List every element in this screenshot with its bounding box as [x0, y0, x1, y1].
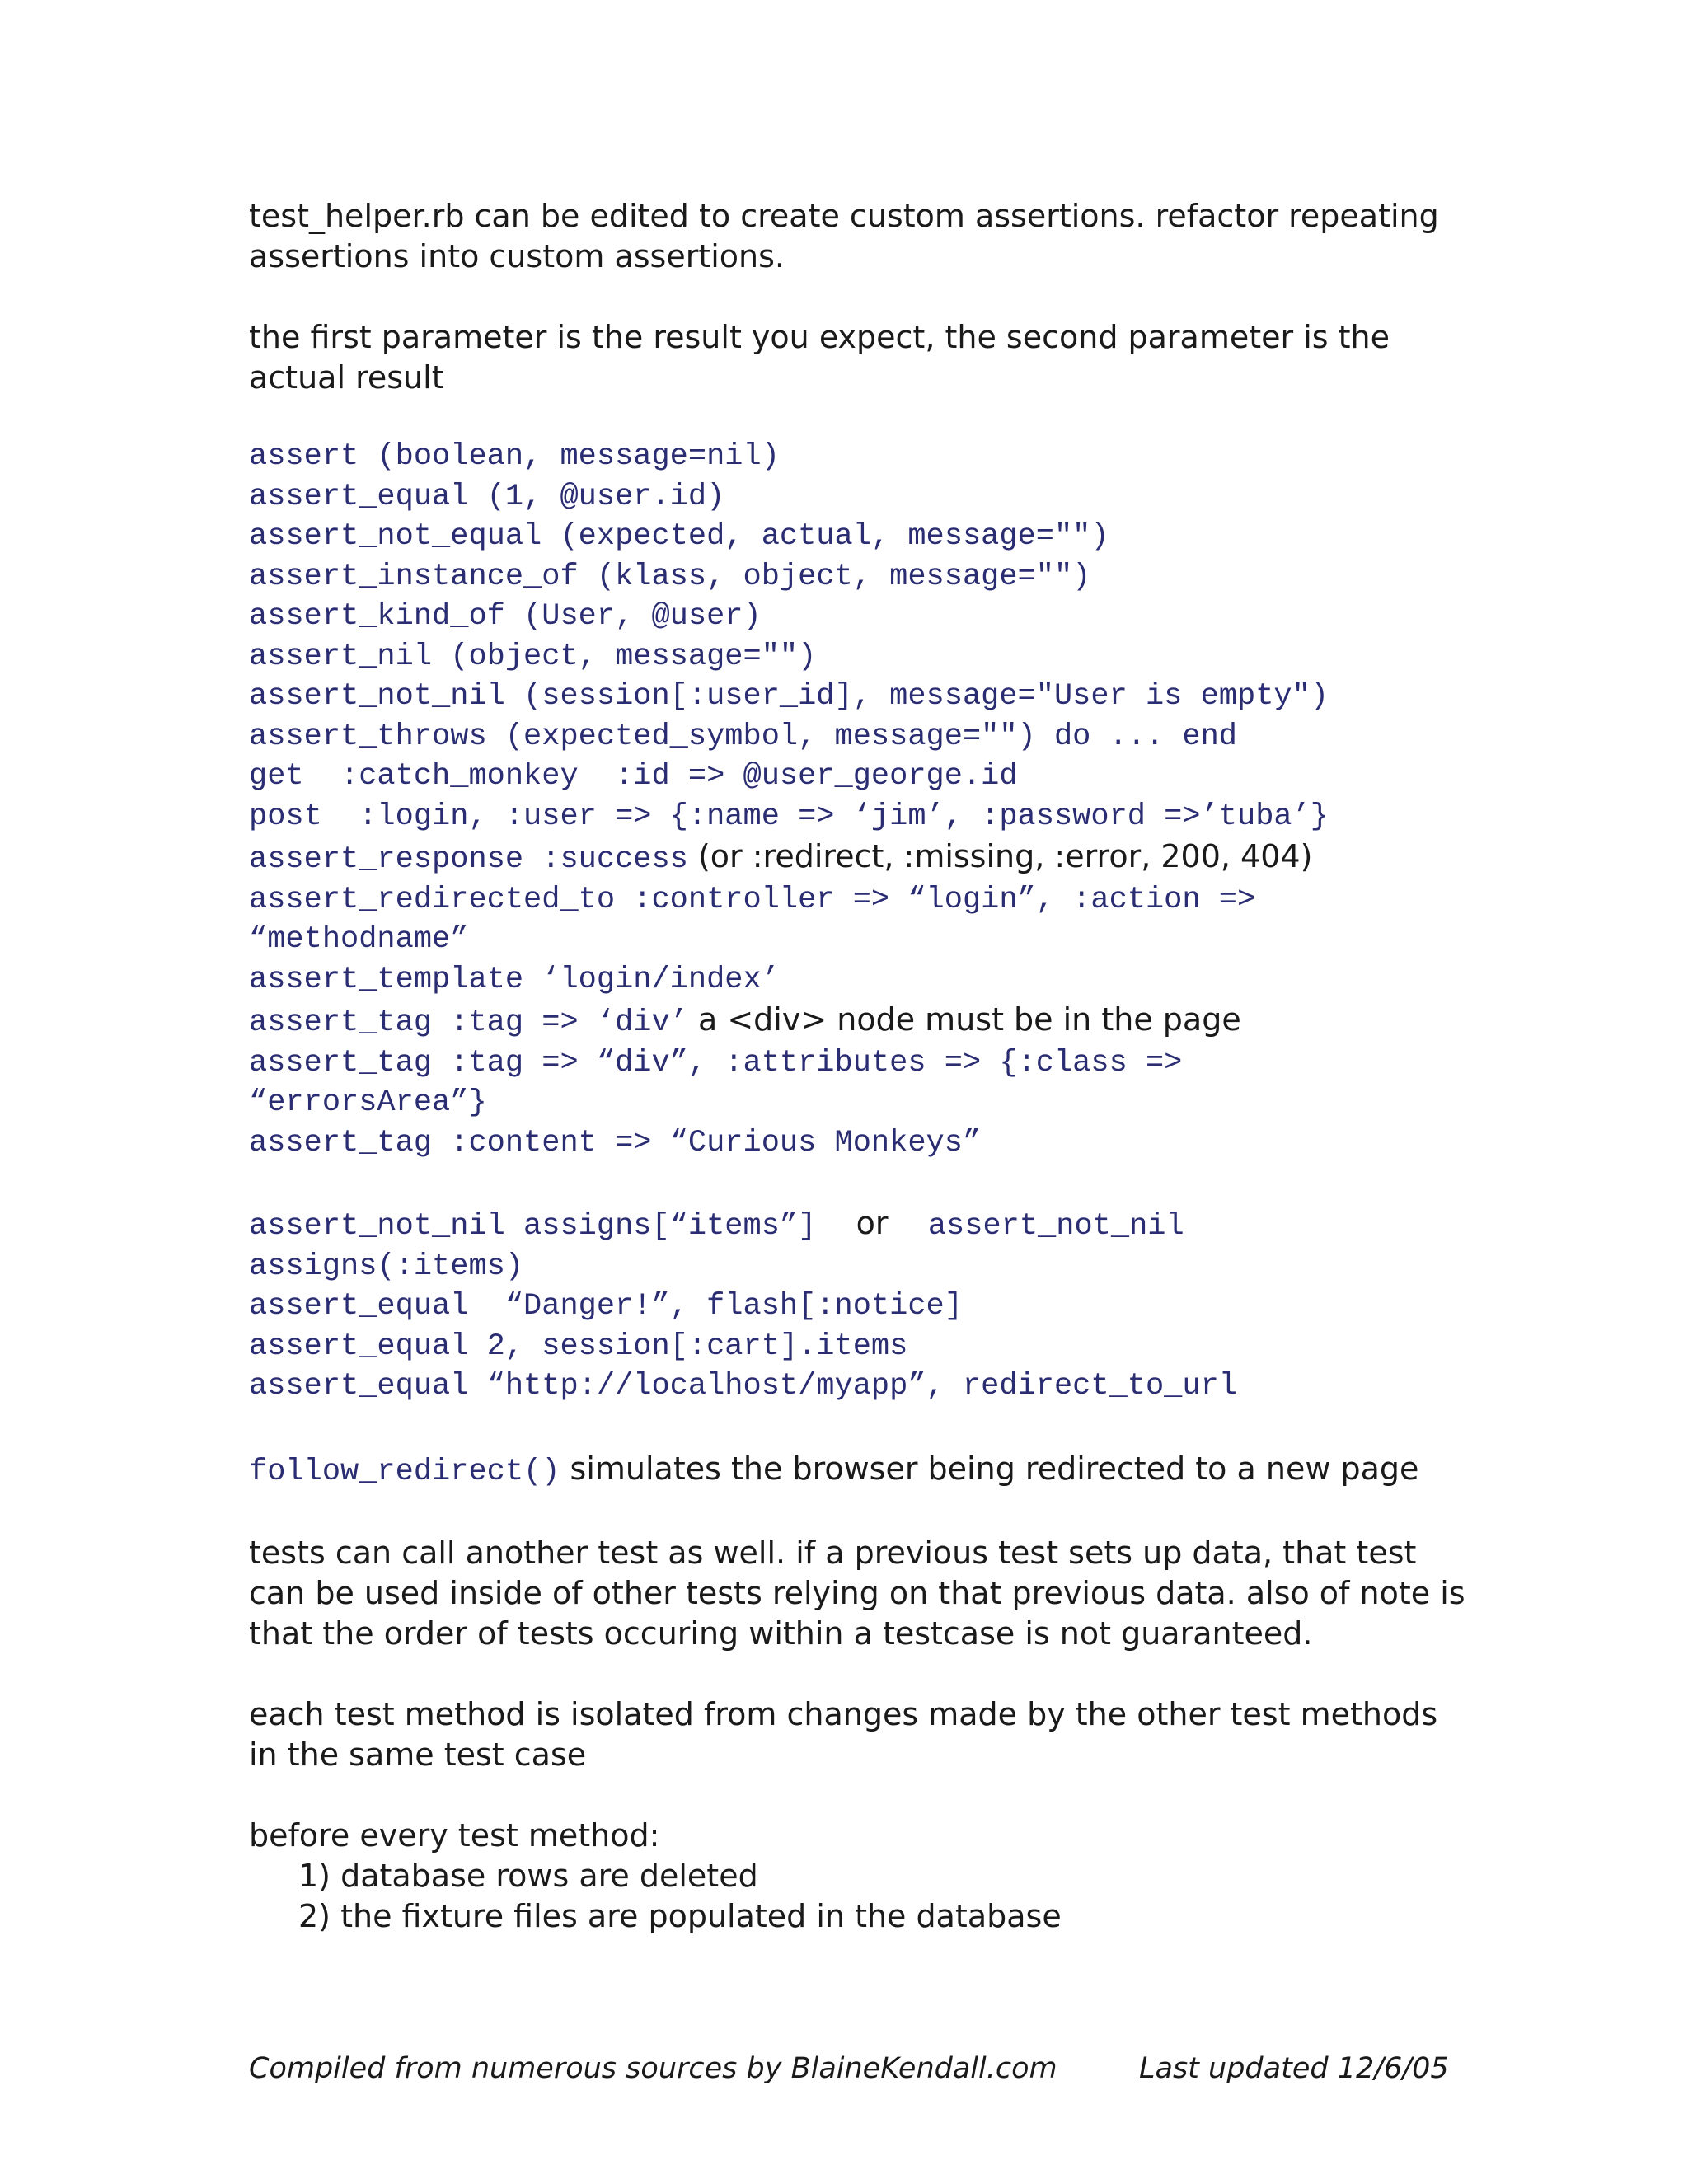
code-text: assert_instance_of (klass, object, message="") — [249, 559, 1091, 594]
code-line — [249, 921, 1469, 962]
code-line — [249, 518, 1469, 559]
isolation-paragraph: each test method is isolated from changes made by the other test methods in the same test case — [249, 1695, 1438, 1773]
list-item: 1) database rows are deleted — [298, 1857, 758, 1894]
code-text: post :login, :user => {:name => ‘jim’, :password =>’tuba’} — [249, 799, 1329, 834]
code-line — [249, 598, 1469, 639]
footer-last-updated: Last updated 12/6/05 — [1139, 2052, 1449, 2085]
code-text: assert_equal “http://localhost/myapp”, redirect_to_url — [249, 1369, 1237, 1404]
code-text: assert_throws (expected_symbol, message="") do ... end — [249, 719, 1237, 754]
code-line-mixed — [249, 1001, 1469, 1045]
before-heading: before every test method: — [249, 1816, 660, 1854]
inline-explanation: (or :redirect, :missing, :error, 200, 404) — [687, 838, 1313, 874]
tests-call-paragraph: tests can call another test as well. if a previous test sets up data, that test can be used inside of other tests relying on that previous data. also of note is that the order of tests occuring within a testcase is not guaranteed. — [249, 1534, 1465, 1652]
page-content — [249, 196, 1469, 1937]
code-text: assert_not_nil — [927, 1209, 1184, 1244]
follow-redirect-explanation: simulates the browser being redirected to a new page — [560, 1450, 1419, 1487]
code-text: assigns(:items) — [249, 1249, 524, 1284]
code-line — [249, 438, 1469, 479]
code-line — [249, 882, 1469, 922]
or-separator: or — [816, 1205, 928, 1241]
code-line — [249, 1045, 1469, 1085]
code-text: assert_equal 2, session[:cart].items — [249, 1329, 908, 1364]
code-line — [249, 1085, 1469, 1125]
code-line-mixed — [249, 1205, 1469, 1249]
code-text: assert_equal “Danger!”, flash[:notice] — [249, 1289, 963, 1324]
code-line-mixed — [249, 838, 1469, 882]
code-text: “errorsArea”} — [249, 1085, 487, 1120]
code-line — [249, 1249, 1469, 1289]
code-line — [249, 1329, 1469, 1369]
code-text: assert_nil (object, message="") — [249, 639, 817, 674]
code-text: assert (boolean, message=nil) — [249, 439, 780, 474]
code-text: assert_equal (1, @user.id) — [249, 479, 725, 514]
code-line — [249, 678, 1469, 719]
inline-explanation: a <div> node must be in the page — [687, 1001, 1241, 1038]
code-line — [249, 1125, 1469, 1165]
code-text: get :catch_monkey :id => @user_george.id — [249, 759, 1018, 794]
list-item: 2) the fixture files are populated in the database — [298, 1897, 1062, 1934]
code-line — [249, 1368, 1469, 1408]
code-text: follow_redirect() — [249, 1454, 560, 1489]
code-text: assert_template ‘login/index’ — [249, 962, 780, 997]
code-text: assert_tag :tag => “div”, :attributes => {:class => — [249, 1045, 1183, 1080]
intro-paragraph-parameters: the first parameter is the result you expect, the second parameter is the actual result — [249, 319, 1390, 396]
assertions-code-block — [249, 438, 1469, 1165]
code-line — [249, 719, 1469, 759]
code-line — [249, 559, 1469, 599]
code-text: assert_tag :content => “Curious Monkeys” — [249, 1125, 982, 1160]
follow-redirect-paragraph — [249, 1449, 1469, 1493]
code-text: assert_not_nil assigns[“items”] — [249, 1209, 817, 1244]
code-line — [249, 799, 1469, 839]
code-line — [249, 479, 1469, 519]
footer-credit: Compiled from numerous sources by BlaineKendall.com — [249, 2052, 1057, 2085]
code-line — [249, 639, 1469, 679]
intro-paragraph-custom-assertions: test_helper.rb can be edited to create custom assertions. refactor repeating assertions into custom assertions. — [249, 198, 1439, 274]
code-text: assert_not_equal (expected, actual, message="") — [249, 519, 1109, 554]
code-line — [249, 1288, 1469, 1329]
code-text: assert_response :success — [249, 842, 688, 877]
before-list — [249, 1856, 1469, 1937]
code-text: assert_tag :tag => ‘div’ — [249, 1005, 688, 1040]
code-line — [249, 962, 1469, 1002]
code-text: assert_kind_of (User, @user) — [249, 599, 762, 634]
page-footer — [249, 2052, 1452, 2085]
code-text: assert_not_nil (session[:user_id], message="User is empty") — [249, 679, 1329, 714]
code-line — [249, 758, 1469, 799]
code-text: assert_redirected_to :controller => “login”, :action => — [249, 882, 1256, 917]
code-text: “methodname” — [249, 922, 469, 957]
assigns-code-block — [249, 1205, 1469, 1408]
